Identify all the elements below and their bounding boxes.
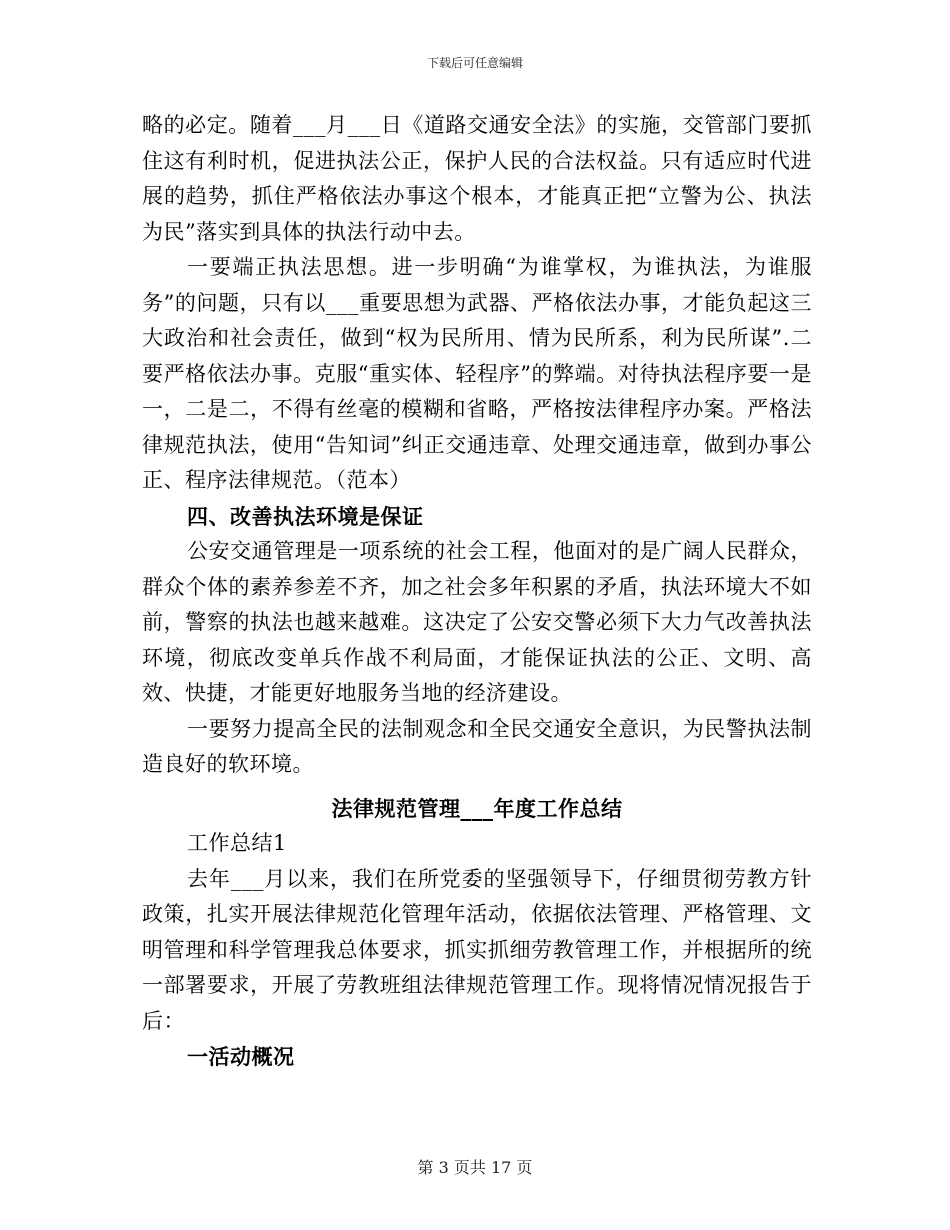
document-body bbox=[142, 108, 812, 1075]
paragraph-traffic-management: 公安交通管理是一项系统的社会工程，他面对的是广阔人民群众，群众个体的素养参差不齐，加之社会多年积累的矛盾，执法环境大不如前，警察的执法也越来越难。这决定了公安交警必须下大力气改善执法环境，彻底改变单兵作战不利局面，才能保证执法的公正、文明、高效、快捷，才能更好地服务当地的经济建设。 bbox=[142, 539, 812, 705]
document-title: 法律规范管理___年度工作总结 bbox=[331, 795, 623, 821]
header-note: 下载后可任意编辑 bbox=[426, 56, 523, 70]
paragraph-legal-awareness: 一要努力提高全民的法制观念和全民交通安全意识，为民警执法制造良好的软环境。 bbox=[142, 716, 812, 776]
paragraph-law-enforcement-thought: 一要端正执法思想。进一步明确“为谁掌权，为谁执法，为谁服务”的问题，只有以___重要思想为武器、严格依法办事，才能负起这三大政治和社会责任，做到“权为民所用、情为民所系，利为民所谋”.二要严格依法办事。克服“重实体、轻程序”的弊端。对待执法程序要一是一，二是二，不得有丝毫的模糊和省略，严格按法律程序办案。严格法律规范执法，使用“告知词”纠正交通违章、处理交通违章，做到办事公正、程序法律规范。（范本） bbox=[142, 255, 812, 492]
section-heading-four: 四、改善执法环境是保证 bbox=[187, 503, 424, 529]
paragraph-summary-intro: 去年___月以来，我们在所党委的坚强领导下，仔细贯彻劳教方针政策，扎实开展法律规范化管理年活动，依据依法管理、严格管理、文明管理和科学管理我总体要求，抓实抓细劳教管理工作，并根据所的统一部署要求，开展了劳教班组法律规范管理工作。现将情况情况报告于后： bbox=[142, 866, 812, 1033]
page-number: 第 3 页共 17 页 bbox=[417, 1158, 533, 1177]
paragraph-continuation: 略的必定。随着___月___日《道路交通安全法》的实施，交管部门要抓住这有利时机，促进执法公正，保护人民的合法权益。只有适应时代进展的趋势，抓住严格依法办事这个根本，才能真正把“立警为公、执法为民”落实到具体的执法行动中去。 bbox=[142, 113, 812, 244]
summary-label: 工作总结1 bbox=[187, 831, 287, 855]
section-heading-overview: 一活动概况 bbox=[187, 1044, 295, 1069]
